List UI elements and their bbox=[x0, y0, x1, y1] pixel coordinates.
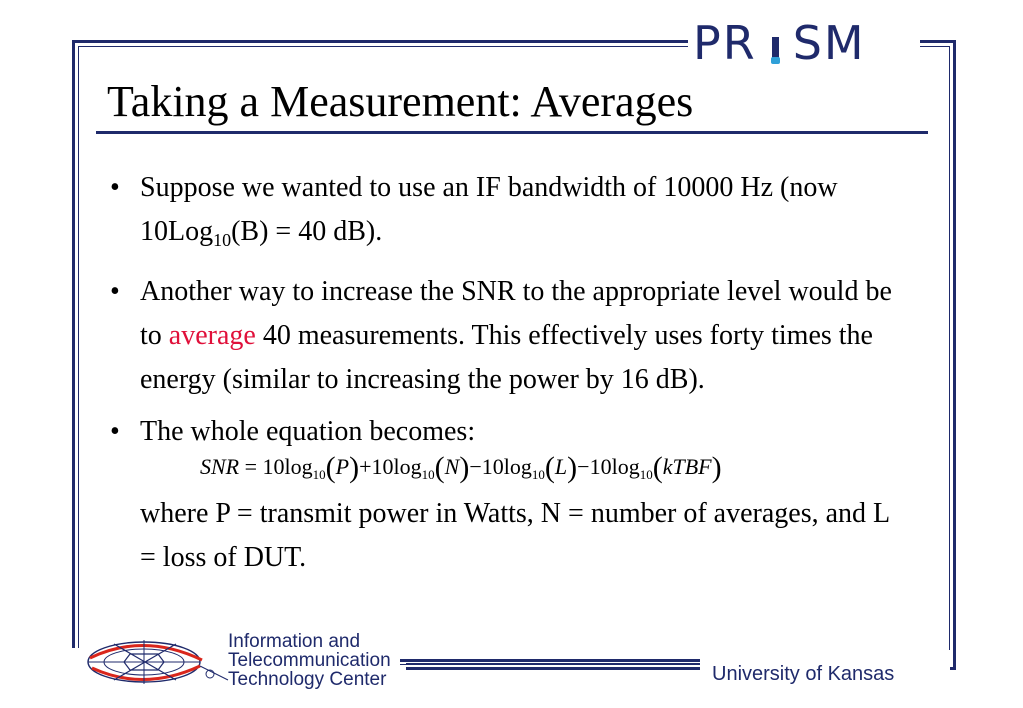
equation-term: $+10\log_{10}(N)$ bbox=[359, 451, 470, 484]
bullet-item-equation bbox=[110, 410, 910, 454]
itc-globe-logo-icon bbox=[84, 634, 230, 688]
subscript: 10 bbox=[213, 230, 232, 250]
equation-lhs: SNR bbox=[200, 454, 240, 479]
itc-line-3: Technology Center bbox=[228, 669, 387, 690]
bullet-icon: • bbox=[110, 172, 120, 203]
snr-equation bbox=[200, 450, 910, 492]
bullet-item-averaging bbox=[110, 270, 910, 402]
bullet-text: 40 measurements. This effectively uses forty times the energy (similar to increasing the power by 16 dB). bbox=[140, 320, 873, 395]
bullet-text: Suppose we wanted to use an IF bandwidth of 10000 Hz (now 10Log bbox=[140, 172, 838, 247]
bullet-item-bandwidth bbox=[110, 166, 910, 262]
equation-term: $10\log_{10}(P)$ bbox=[262, 451, 360, 484]
equation-term: $-10\log_{10}(L)$ bbox=[469, 451, 578, 484]
highlighted-term: average bbox=[168, 320, 256, 351]
bullet-icon: • bbox=[110, 276, 120, 307]
equation-term: $-10\log_{10}(kTBF)$ bbox=[577, 451, 722, 484]
equation-equals: = bbox=[244, 454, 258, 479]
bullet-text: Another way to increase the SNR to the appropriate level would be to bbox=[140, 276, 892, 351]
prism-letter-m: M bbox=[823, 16, 866, 70]
equation-definitions: where P = transmit power in Watts, N = number of averages, and L = loss of DUT. bbox=[140, 498, 890, 573]
footer-rule bbox=[400, 659, 700, 662]
itc-line-1: Information and bbox=[228, 631, 361, 652]
bullet-text: (B) = 40 dB). bbox=[231, 216, 383, 247]
itc-name bbox=[228, 632, 391, 689]
page-title: Taking a Measurement: Averages bbox=[107, 77, 694, 126]
bullet-list bbox=[110, 166, 910, 580]
prism-letter-r: R bbox=[722, 16, 757, 70]
title-underline bbox=[96, 131, 928, 134]
itc-line-2: Telecommunication bbox=[228, 650, 391, 671]
footer-rule-thin bbox=[400, 664, 700, 665]
university-name: University of Kansas bbox=[712, 663, 895, 685]
prism-letter-p: P bbox=[693, 16, 723, 70]
bullet-icon: • bbox=[110, 416, 120, 447]
prism-logo bbox=[693, 18, 866, 68]
prism-letter-s: S bbox=[792, 16, 824, 70]
bullet-text: The whole equation becomes: bbox=[140, 416, 476, 447]
prism-letter-i-icon bbox=[767, 21, 783, 65]
